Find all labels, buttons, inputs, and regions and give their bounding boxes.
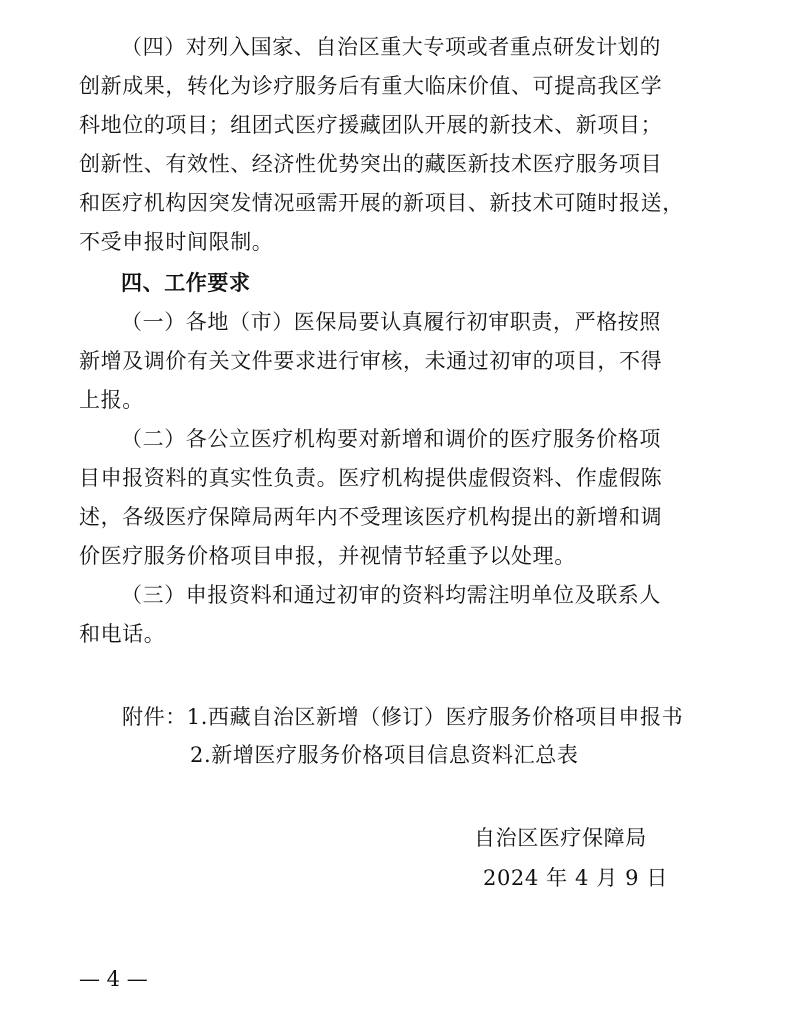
paragraph-item4-line5: 和医疗机构因突发情况亟需开展的新项目、新技术可随时报送， xyxy=(79,191,684,215)
paragraph-req1-line2: 新增及调价有关文件要求进行审核，未通过初审的项目，不得 xyxy=(79,349,663,373)
paragraph-req1-line3: 上报。 xyxy=(79,388,144,412)
section-heading: 四、工作要求 xyxy=(121,271,251,295)
paragraph-req3-line2: 和电话。 xyxy=(79,622,166,646)
paragraph-item4-line3: 科地位的项目；组团式医疗援藏团队开展的新技术、新项目； xyxy=(79,113,663,137)
signature-date: 2024 年 4 月 9 日 xyxy=(483,866,668,890)
signature-org: 自治区医疗保障局 xyxy=(474,826,647,850)
paragraph-req1-line1: （一）各地（市）医保局要认真履行初审职责，严格按照 xyxy=(121,310,661,334)
attachment-line-1: 附件：1.西藏自治区新增（修订）医疗服务价格项目申报书 xyxy=(122,705,684,729)
paragraph-item4-line1: （四）对列入国家、自治区重大专项或者重点研发计划的 xyxy=(121,35,661,59)
paragraph-req2-line4: 价医疗服务价格项目申报，并视情节轻重予以处理。 xyxy=(79,544,576,568)
paragraph-item4-line4: 创新性、有效性、经济性优势突出的藏医新技术医疗服务项目 xyxy=(79,152,663,176)
paragraph-req3-line1: （三）申报资料和通过初审的资料均需注明单位及联系人 xyxy=(121,583,661,607)
paragraph-req2-line1: （二）各公立医疗机构要对新增和调价的医疗服务价格项 xyxy=(121,427,661,451)
paragraph-req2-line3: 述，各级医疗保障局两年内不受理该医疗机构提出的新增和调 xyxy=(79,505,663,529)
paragraph-item4-line6: 不受申报时间限制。 xyxy=(79,230,274,254)
paragraph-req2-line2: 目申报资料的真实性负责。医疗机构提供虚假资料、作虚假陈 xyxy=(79,466,663,490)
paragraph-item4-line2: 创新成果，转化为诊疗服务后有重大临床价值、可提高我区学 xyxy=(79,74,663,98)
page-number: — 4 — xyxy=(79,967,148,991)
attachment-line-2: 2.新增医疗服务价格项目信息资料汇总表 xyxy=(190,743,579,767)
